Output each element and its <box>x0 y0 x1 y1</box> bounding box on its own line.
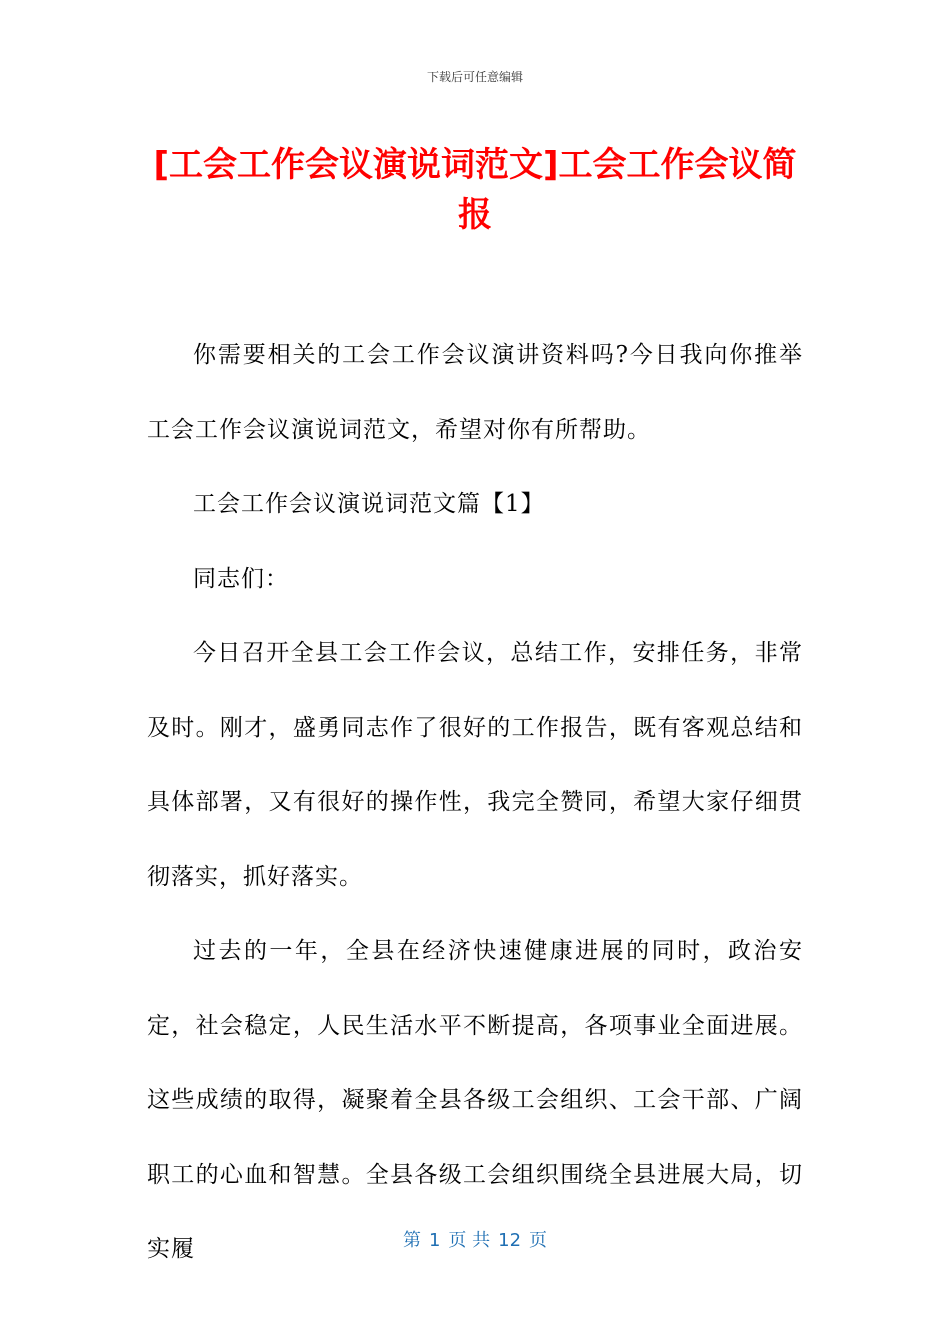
header-note: 下载后可任意编辑 <box>426 70 523 84</box>
page-total: 12 <box>498 1230 522 1251</box>
paragraph: 今日召开全县工会工作会议，总结工作，安排任务，非常及时。刚才，盛勇同志作了很好的工作报告，既有客观总结和具体部署，又有很好的操作性，我完全赞同，希望大家仔细贯彻落实，抓好落实。 <box>147 640 803 890</box>
page-current: 1 <box>428 1230 441 1251</box>
document-title: [工会工作会议演说词范文]工会工作会议简报 <box>153 145 797 235</box>
paragraph: 过去的一年，全县在经济快速健康进展的同时，政治安定，社会稳定，人民生活水平不断提高，各项事业全面进展。这些成绩的取得，凝聚着全县各级工会组织、工会干部、广阔职工的心血和智慧。全县各级工会组织围绕全县进展大局，切实履 <box>147 938 803 1262</box>
paragraph: 你需要相关的工会工作会议演讲资料吗?今日我向你推举工会工作会议演说词范文，希望对你有所帮助。 <box>147 342 803 443</box>
paragraph: 同志们： <box>193 565 289 592</box>
paragraph: 工会工作会议演说词范文篇【1】 <box>193 491 545 517</box>
page-prefix: 第 <box>402 1230 421 1251</box>
page-suffix: 页 <box>529 1230 548 1251</box>
page-footer <box>0 1226 950 1252</box>
page-middle: 页 共 <box>448 1230 491 1251</box>
document-body <box>147 318 803 1287</box>
